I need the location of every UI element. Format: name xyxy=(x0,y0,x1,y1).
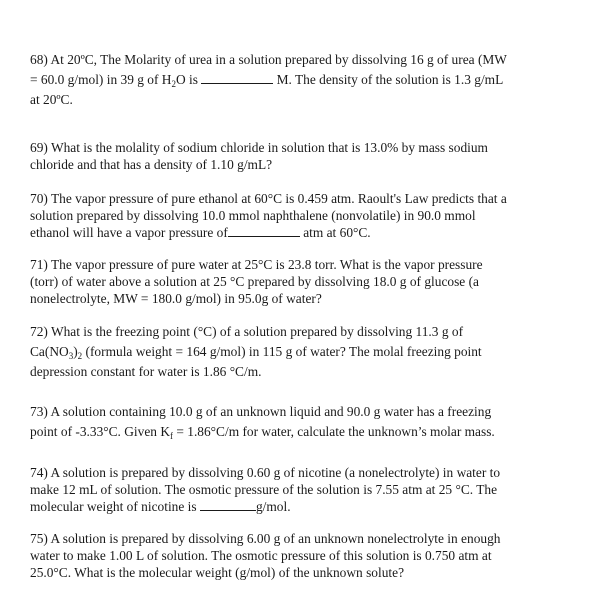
answer-blank[interactable] xyxy=(228,224,300,237)
question-74-line-2: make 12 mL of solution. The osmotic pressure of the solution is 7.55 atm at 25 °C. The xyxy=(30,482,498,497)
question-74 xyxy=(30,464,590,515)
question-75-line-1: 75) A solution is prepared by dissolving 6.00 g of an unknown nonelectrolyte in enough xyxy=(30,531,501,546)
question-73 xyxy=(30,402,590,442)
answer-blank[interactable] xyxy=(200,498,256,511)
question-72-line-2: $Ca(NO_3)_2$ (formula weight = 164 g/mol) in 115 g of water? The molal freezing point xyxy=(30,344,482,361)
question-70 xyxy=(30,190,590,241)
question-71-line-2: (torr) of water above a solution at 25 °C prepared by dissolving 18.0 g of glucose (a xyxy=(30,274,479,289)
question-69 xyxy=(30,139,590,173)
question-68-line-3: at 20ºC. xyxy=(30,92,73,107)
question-70-line-2: solution prepared by dissolving 10.0 mmol naphthalene (nonvolatile) in 90.0 mmol xyxy=(30,208,476,223)
question-71-line-3: nonelectrolyte, MW = 180.0 g/mol) in 95.0g of water? xyxy=(30,291,322,306)
question-71 xyxy=(30,256,590,307)
question-68-line-2: = 60.0 g/mol) in 39 g of $H_2O$ is M. The density of the solution is 1.3 g/mL xyxy=(30,72,504,89)
question-75 xyxy=(30,530,590,581)
question-74-line-3: molecular weight of nicotine is g/mol. xyxy=(30,499,291,514)
question-71-line-1: 71) The vapor pressure of pure water at 25°C is 23.8 torr. What is the vapor pressure xyxy=(30,257,483,272)
question-70-line-1: 70) The vapor pressure of pure ethanol at 60°C is 0.459 atm. Raoult's Law predicts that a xyxy=(30,191,507,206)
answer-blank[interactable] xyxy=(201,71,273,84)
question-73-line-2: point of -3.33°C. Given $K_f = 1.86^\circ C/m$ for water, calculate the unknown’s molar mass. xyxy=(30,424,495,441)
question-72-line-3: depression constant for water is 1.86 °C/m. xyxy=(30,364,262,379)
question-70-line-3: ethanol will have a vapor pressure of atm at 60°C. xyxy=(30,225,371,240)
question-68-line-1: 68) At 20ºC, The Molarity of urea in a solution prepared by dissolving 16 g of urea (MW xyxy=(30,52,507,67)
question-69-line-1: 69) What is the molality of sodium chloride in solution that is 13.0% by mass sodium xyxy=(30,140,488,155)
question-68 xyxy=(30,50,590,110)
question-75-line-2: water to make 1.00 L of solution. The osmotic pressure of this solution is 0.750 atm at xyxy=(30,548,492,563)
question-74-line-1: 74) A solution is prepared by dissolving 0.60 g of nicotine (a nonelectrolyte) in water to xyxy=(30,465,501,480)
question-73-line-1: 73) A solution containing 10.0 g of an unknown liquid and 90.0 g water has a freezing xyxy=(30,404,492,419)
question-72 xyxy=(30,322,590,382)
question-69-line-2: chloride and that has a density of 1.10 g/mL? xyxy=(30,157,273,172)
question-75-line-3: 25.0°C. What is the molecular weight (g/mol) of the unknown solute? xyxy=(30,565,405,580)
question-72-line-1: 72) What is the freezing point (°C) of a solution prepared by dissolving 11.3 g of xyxy=(30,324,464,339)
